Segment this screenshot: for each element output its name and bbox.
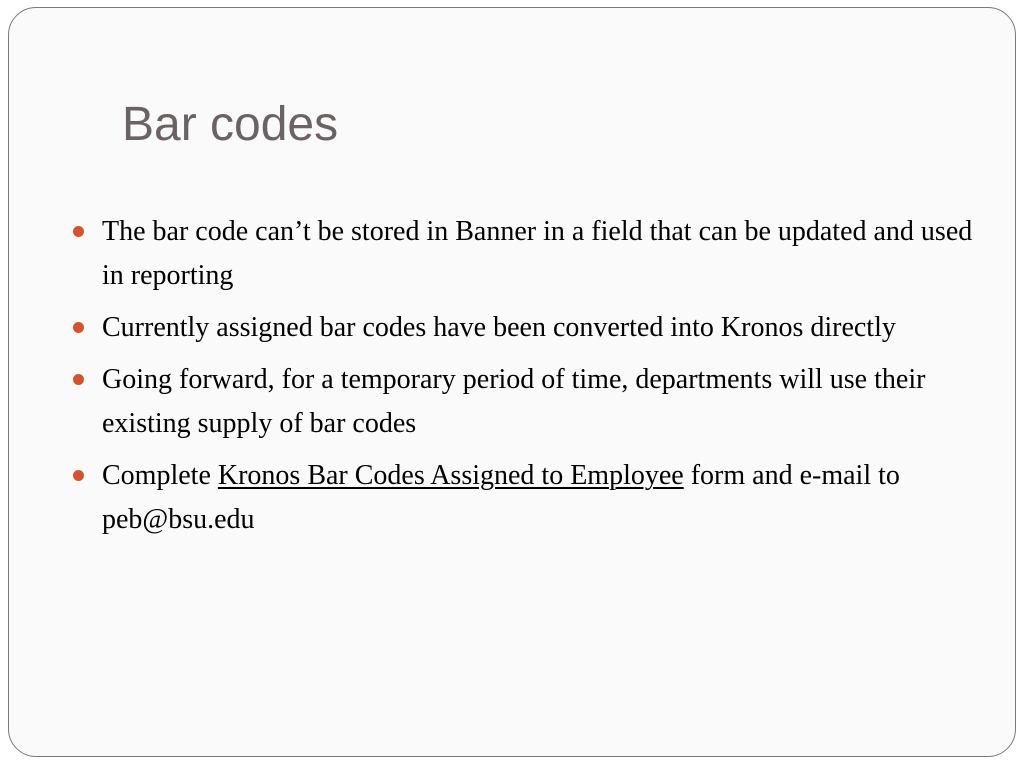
list-item xyxy=(73,454,973,542)
bullet-dot-icon xyxy=(73,226,84,237)
kronos-form-link[interactable]: Kronos Bar Codes Assigned to Employee xyxy=(217,460,684,491)
list-item xyxy=(73,306,973,350)
list-item xyxy=(73,358,973,446)
bullet-text-before: Complete xyxy=(102,460,218,491)
bullet-dot-icon xyxy=(73,374,84,385)
bullet-text: The bar code can’t be stored in Banner in a field that can be updated and used in reporting xyxy=(102,216,973,291)
list-item xyxy=(73,210,973,298)
bullet-list xyxy=(73,210,973,550)
slide-title: Bar codes xyxy=(122,98,339,151)
bullet-text-after: form and e-mail to peb@bsu.edu xyxy=(102,460,900,535)
bullet-dot-icon xyxy=(73,322,84,333)
slide-frame xyxy=(8,7,1016,757)
bullet-text: Currently assigned bar codes have been converted into Kronos directly xyxy=(102,312,896,343)
bullet-dot-icon xyxy=(73,470,84,481)
bullet-text: Going forward, for a temporary period of time, departments will use their existing supply of bar codes xyxy=(102,364,926,439)
